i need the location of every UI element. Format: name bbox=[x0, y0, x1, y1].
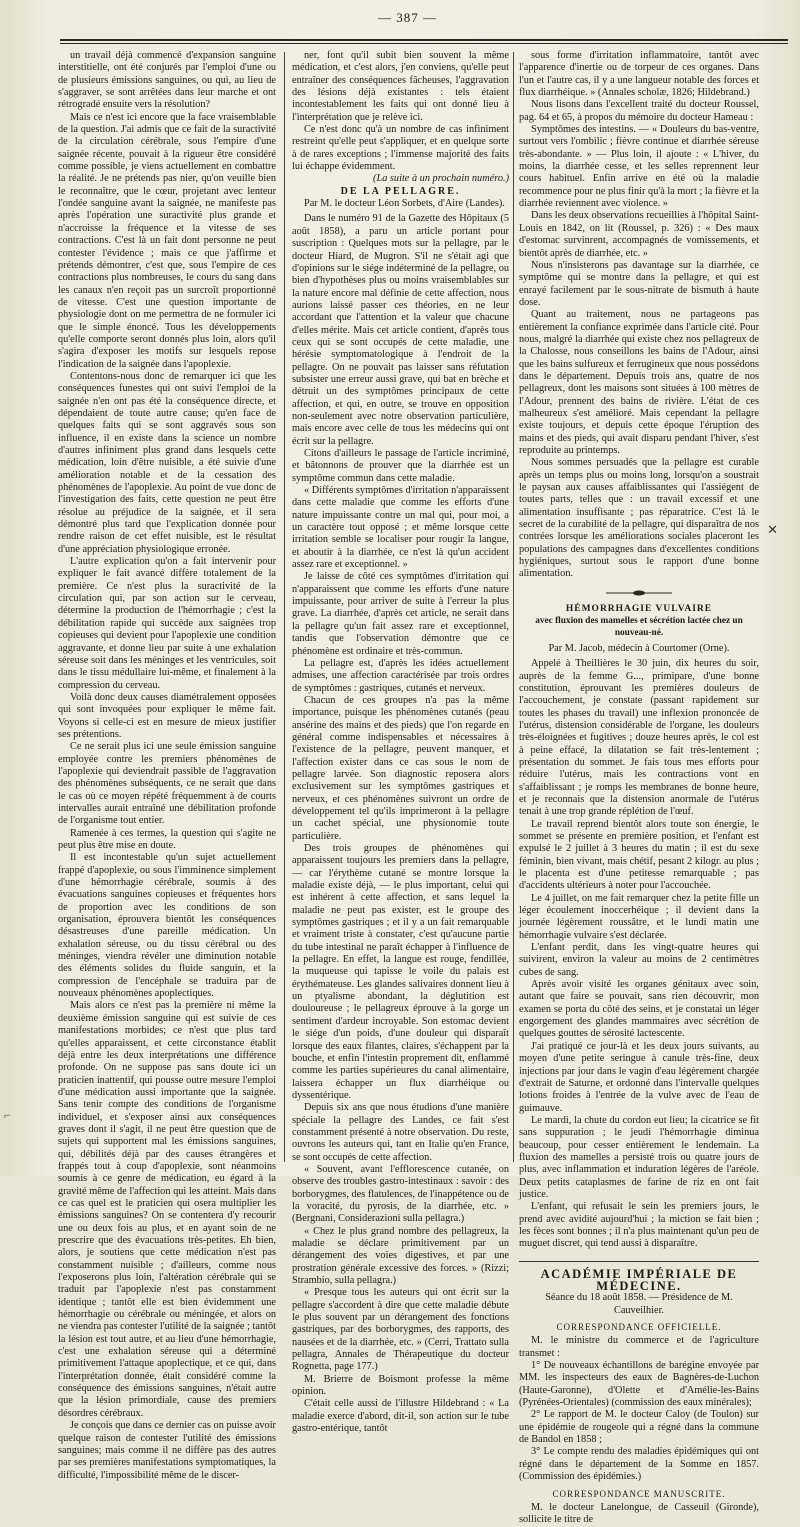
page-number: — 387 — bbox=[378, 10, 437, 25]
official-heading: CORRESPONDANCE OFFICIELLE. bbox=[556, 1322, 722, 1333]
paragraph: Des trois groupes de phénomènes qui apparaissent toujours les premiers dans la pellagre, — car l'érythème cutané se montre lorsque la maladie existe déjà, — le plus important, celui qui est inhérent à cette affection, et sans lequel la maladie ne peut pas exister, est le groupe des symptômes gastriques ; et il y a un fait remarquable et vraiment triste à constater, c'est qu'aucune partie du tube intestinal ne paraît échapper à l'influence de la pellagre. En effet, la langue est rouge, fendillée, la muqueuse qui tapisse le voile du palais est érythémateuse. Les glandes salivaires donnent lieu à un ptyalisme abondant, la déglutition est douloureuse ; le pellagreux éprouve à la gorge un sentiment d'ardeur incroyable. Son estomac devient le siége d'un poids, d'une douleur qui disparaît lorsque des eaux filantes, claires, s'échappent par la bouche, et enfin l'intestin proprement dit, enflammé comme les parties supérieures du canal alimentaire, laissera échapper un flux diarrhéique ou dyssentérique. bbox=[292, 843, 509, 1101]
paragraph: 3° Le compte rendu des maladies épidémiques qui ont régné dans le département de la Somme en 1857. (Commission des épidémies.) bbox=[519, 1446, 759, 1483]
paragraph: un travail déjà commencé d'expansion sanguine interstitielle, ont été conjurés par l'emploi d'une ou de plusieurs émissions sanguines, ou qui, au lieu de s'aggraver, se sont arrêtées dans leur marche et ont rétrogradé ensuite vers la résolution? bbox=[58, 50, 276, 111]
manuscript-correspondence bbox=[519, 1502, 759, 1527]
session-meta: Séance du 18 août 1858. — Présidence de M. Cauveilhier. bbox=[545, 1292, 733, 1316]
manuscript-heading: CORRESPONDANCE MANUSCRITE. bbox=[552, 1488, 726, 1499]
paragraph: Voilà donc deux causes diamétralement opposées qui sont invoquées pour expliquer le même fait. Voyons si celle-ci est en mesure de mieux justifier ses prétentions. bbox=[58, 691, 276, 740]
paragraph: Quant au traitement, nous ne partageons pas entièrement la confiance exprimée dans l'article cité. Pour nous, malgré la diarrhée qui existe chez nos pellagreux de la Chalosse, nous conseillons les bains de l'Adour, ainsi que les bains sulfureux et ferrugineux que nous possédons dans le département. Depuis trois ans, quatre de nos pellagreux, dont les maisons sont situées à 100 mètres de l'Adour, prennent des bains de rivière. L'état de ces malheureux s'est amélioré. Mais cependant la pellagre existe toujours, et depuis cette époque l'éruption des mains et des pieds, qui avait disparu pendant l'hiver, s'est reproduite au printemps. bbox=[519, 309, 759, 456]
article-continuation bbox=[292, 50, 509, 173]
page-header bbox=[0, 8, 800, 34]
paragraph: M. Brierre de Boismont professe la même opinion. bbox=[292, 1373, 509, 1398]
paragraph: Nous n'insisterons pas davantage sur la diarrhée, ce symptôme qui se montre dans la pellagre, et qui est enrayé facilement par le sous-nitrate de bismuth à haute dose. bbox=[519, 259, 759, 308]
continuation-note: (La suite à un prochain numéro.) bbox=[373, 173, 509, 185]
paragraph: Il est incontestable qu'un sujet actuellement frappé d'apoplexie, ou sous l'imminence simplement d'une hémorrhagie cérébrale, soumis à des évacuations sanguines copieuses et fréquentes hors de proportion avec les conditions de son organisation, éprouvera bientôt les conséquences désastreuses d'une pareille médication. Un exhalation séreuse, ou du tissu cérébral ou des méninges, viendra révéler une diminution notable des éléments solides du fluide sanguin, et la compression de l'encéphale se traduira par de nouveaux phénomènes apoplectiques. bbox=[58, 852, 276, 1000]
article-byline: Par M. le docteur Léon Sorbets, d'Aire (Landes). bbox=[304, 198, 505, 210]
paragraph: Contentons-nous donc de remarquer ici que les conséquences funestes qui ont suivi l'emploi de la saignée n'en ont pas été la conséquence directe, et dépendaient de toute autre cause; qu'en face de quelques faits qui se sont aggravés sous son influence, il en existe dans la science un nombre d'autres infiniment plus grand dans lesquels cette médication, loin d'être nuisible, a été suivie d'une amélioration notable et de la cessation des phénomènes de l'apoplexie. Au point de vue donc de l'investigation des faits, cette question ne peut être résolue au préjudice de la saignée, et il sera démontré plus tard que l'explication donnée pour rendre raison de cet effet nuisible, est le résultat d'une appréciation physiologique erronée. bbox=[58, 370, 276, 555]
margin-mark: ⌐ bbox=[4, 1108, 11, 1122]
paragraph: Le travail reprend bientôt alors toute son énergie, le sommet se présente en première position, et l'enfant est expulsé le 2 juillet à 3 heures du matin ; il est du sexe féminin, bien vivant, mais chétif, pesant 2 kilogr. au plus ; le placenta est d'une petitesse remarquable ; pas d'accidents ultérieurs à noter pour l'accouchée. bbox=[519, 818, 759, 892]
paragraph: Citons d'ailleurs le passage de l'article incriminé, et bâtonnons de prouver que la diarrhée est un symptôme commun dans cette maladie. bbox=[292, 448, 509, 484]
paragraph: ner, font qu'il subit bien souvent la même médication, et c'est alors, j'en conviens, qu'elle peut entraîner des conséquences fâcheuses, l'aggravation des lésions déjà existantes : tels étaient incontestablement les faits qui ont donné lieu à l'interprétation que je relève ici. bbox=[292, 50, 509, 123]
paragraph: L'autre explication qu'on a fait intervenir pour expliquer le fait avancé diffère totalement de la première. Ce n'est plus la suractivité de la circulation qui, par son action sur le cerveau, détermine la production de l'hémorrhagie ; c'est la débilitation rapide qui succède aux saignées trop copieuses qui devient pour l'apoplexie une condition aggravante, et donne lieu par suite à une exhalation séreuse soit dans les méninges et les ventricules, soit dans le tissu médullaire lui-même, et finalement à la compression du cerveau. bbox=[58, 556, 276, 691]
header-rule-thin bbox=[60, 43, 788, 44]
case-body bbox=[519, 658, 759, 1251]
paragraph: La pellagre est, d'après les idées actuellement admises, une affection caractérisée par trois ordres de symptômes : gastriques, cutanés et nerveux. bbox=[292, 657, 509, 694]
paragraph: M. le ministre du commerce et de l'agriculture transmet : bbox=[519, 1335, 759, 1359]
paragraph: C'était celle aussi de l'illustre Hildebrand : « La maladie exerce d'abord, dit-il, son action sur le tube gastro-entérique, tantôt bbox=[292, 1398, 509, 1435]
paragraph: Ramenée à ces termes, la question qui s'agite ne peut plus être mise en doute. bbox=[58, 827, 276, 851]
paragraph: « Chez le plus grand nombre des pellagreux, la maladie se déclare primitivement par un dérangement des voies digestives, et par une prostration générale excessive des forces. » (Rizzi; Strambio, sulla pellagra.) bbox=[292, 1225, 509, 1287]
paragraph: Je conçois que dans ce dernier cas on puisse avoir quelque raison de contester l'utilité des émissions sanguines; mais comme il ne diffère pas des autres par ses premières manifestations symptomatiques, la difficulté, l'impossibilité même de le discer- bbox=[58, 1420, 276, 1481]
paragraph: Nous lisons dans l'excellent traité du docteur Roussel, pag. 64 et 65, à propos du mémoire du docteur Hameau : bbox=[519, 99, 759, 123]
paragraph: 1° De nouveaux échantillons de barégine envoyée par MM. les inspecteurs des eaux de Bagnères-de-Luchon (Haute-Garonne), d'Olette et d'Amélie-les-Bains (Pyrénées-Orientales) (commission des eaux minérales); bbox=[519, 1360, 759, 1409]
column-divider bbox=[513, 52, 514, 1162]
paragraph: sous forme d'irritation inflammatoire, tantôt avec l'apparence d'inertie ou de torpeur de ces organes. Dans l'un et l'autre cas, il y a une langueur notable des forces et flux diarrhéique. » (Annales scholæ, 1826; Hildebrand.) bbox=[519, 50, 759, 99]
official-correspondence bbox=[519, 1335, 759, 1483]
paragraph: L'enfant, qui refusait le sein les premiers jours, le prend avec avidité aujourd'hui ; la miction se fait bien ; les fèces sont bonnes ; il n'a plus maintenant qu'un peu de muguet discret, qui tend aussi à disparaître. bbox=[519, 1201, 759, 1250]
article-body bbox=[519, 50, 759, 581]
paragraph: Nous sommes persuadés que la pellagre est curable après un temps plus ou moins long, lorsqu'on a soustrait le paysan aux causes affaiblissantes qui l'assiégent de toutes parts, telles que : un travail excessif et une alimentation insuffisante ; pas réparatrice. C'est là le secret de la curabilité de la pellagre, qui disparaîtra de nos contrées lorsque les améliorations sociales placeront les populations des campagnes dans d'excellentes conditions hygiéniques, surtout sous le rapport d'une bonne alimentation. bbox=[519, 457, 759, 580]
text-column-left bbox=[58, 50, 276, 1481]
text-column-right bbox=[519, 50, 759, 1526]
paragraph: Symptômes des intestins. — « Douleurs du bas-ventre, surtout vers l'ombilic ; fièvre continue et diarrhée séreuse très-abondante. » — Plus loin, il ajoute : « L'hiver, du moins, la diarrhée cesse, et les selles reprennent leur cours habituel. Enfin arrive en été où la maladie recommence pour ne plus finir qu'à la mort ; la fièvre et la diarrhée reviennent avec violence. » bbox=[519, 124, 759, 210]
paragraph: L'enfant perdit, dans les vingt-quatre heures qui suivirent, environ la valeur au moins de 2 centimètres cubes de sang. bbox=[519, 942, 759, 978]
case-title: HÉMORRHAGIE VULVAIRE bbox=[565, 603, 713, 614]
text-column-middle bbox=[292, 50, 509, 1435]
paragraph: Ce n'est donc qu'à un nombre de cas infiniment restreint qu'elle peut s'appliquer, et en quelque sorte à de rares exceptions ; l'immense majorité des faits lui échappe évidemment. bbox=[292, 124, 509, 173]
paragraph: Ce ne serait plus ici une seule émission sanguine employée contre les premiers phénomènes de l'apoplexie qui deviendrait passible de l'aggravation des phénomènes subséquents, ce ne serait que dans le cas où ce moyen répété fréquemment à de courts intervalles aurait entraîné une débilitation profonde de l'organisme tout entier. bbox=[58, 741, 276, 827]
column-divider bbox=[284, 52, 285, 1162]
paragraph: Le 4 juillet, on me fait remarquer chez la petite fille un léger écoulement inoccerhéique ; il devient dans la journée légèrement roussâtre, et le lundi matin une hémorrhagie vulvaire s'est déclarée. bbox=[519, 892, 759, 941]
paragraph: Depuis six ans que nous étudions d'une manière spéciale la pellagre des Landes, ce fait s'est constamment présenté à notre observation. Du reste, ouvrons les auteurs qui, tant en Italie qu'en France, se sont occupés de cette affection. bbox=[292, 1102, 509, 1163]
paragraph: Dans le numéro 91 de la Gazette des Hôpitaux (5 août 1858), a paru un article portant pour suscription : Quelques mots sur la pellagre, par le docteur Hiard, de Mugron. S'il ne s'était agi que d'opinions sur le siége indéterminé de la pellagre, ou bien d'hypothèses plus ou moins vraisemblables sur la nature encore mal définie de cette affection, nous aurions laissé passer ces théories, en ne leur accordant que l'attention et la valeur que chacune d'elles mérite. Mais cet article contient, d'après tous ceux qui se sont occupés de cette maladie, une hérésie symptomatologique à l'endroit de la pellagre. On ne pouvait pas laisser sans réfutation subsister une erreur aussi grave, qui bat en brèche et détruit un des symptômes principaux de cette affection, et qui, en outre, se trouve en opposition non-seulement avec notre observation particulière, mais encore avec celle de tous les médecins qui ont écrit sur la pellagre. bbox=[292, 213, 509, 447]
paragraph: Appelé à Theillières le 30 juin, dix heures du soir, auprès de la femme G..., primipare, d'une bonne constitution, éprouvant les premières douleurs de l'accouchement, je constate (passant rapidement sur toutes les phases du travail) une inflexion prononcée de l'utérus, distension considérable de l'organe, les douleurs très-éloignées et fugitives ; douze heures après, le col est à peine effacé, la dilatation se fait très-lentement ; présentation du sommet. Je fais tous mes efforts pour réduire l'utérus, mais les contractions vont en s'affaiblissant ; je romps les membranes de bonne heure, et je reconnais que la distension anormale de l'utérus tenait à une trop grande réplétion de l'œuf. bbox=[519, 658, 759, 818]
paragraph: Je laisse de côté ces symptômes d'irritation qui n'apparaissent que comme les efforts d'une nature impuissante, pour arriver de suite à l'erreur la plus grave. La diarrhée, d'après cet article, ne serait dans la pellagre qu'un fait assez rare et exceptionnel, tandis que l'observation démontre que ce phénomène est ordinaire et très-commun. bbox=[292, 571, 509, 657]
paragraph: « Différents symptômes d'irritation n'apparaissent dans cette maladie que comme les efforts d'une nature impuissante contre un mal qui, pour moi, a un caractère tout opposé ; et même lorsque cette irritation semble se localiser pour rougir la langue, et aboutir à la diarrhée, ce n'est là qu'un accident assez rare et exceptionnel. » bbox=[292, 485, 509, 571]
paragraph: Chacun de ces groupes n'a pas la même importance, puisque les phénomènes cutanés (peau ansérine des mains et des pieds) que l'on regarde en général comme indispensables et nécessaires à l'existence de la pellagre, peuvent manquer, et l'affection exister dans ce cas sous le nom de pellagre larvée. Son diagnostic reposera alors exclusivement sur les symptômes gastriques et nerveux, et ces phénomènes suivront un ordre de développement tel qu'ils imprimeront à la pellagre un cachet spécial, une physionomie toute particulière. bbox=[292, 694, 509, 842]
academy-title: ACADÉMIE IMPÉRIALE DE MÉDECINE. bbox=[519, 1261, 759, 1293]
margin-mark: ✕ bbox=[767, 522, 778, 537]
paragraph: Après avoir visité les organes génitaux avec soin, autant que faire se pouvait, sans rien découvrir, mon examen se porta du côté des seins, et je constatai un léger engorgement des glandes mammaires avec sécrétion de quelques gouttes de sérosité lactescente. bbox=[519, 979, 759, 1040]
case-subtitle: avec fluxion des mamelles et sécrétion lactée chez un nouveau-né. bbox=[535, 616, 743, 639]
paragraph: Dans les deux observations recueillies à l'hôpital Saint-Louis en 1842, on lit (Roussel, p. 326) : « Des maux d'estomac survinrent, accompagnés de vomissements, et bientôt après de diarrhée, etc. » bbox=[519, 210, 759, 259]
paragraph: « Souvent, avant l'efflorescence cutanée, on observe des troubles gastro-intestinaux : savoir : des borborygmes, des flatulences, de l'inappétence ou de la voracité, du pyrosis, de la diarrhée, etc. » (Bergnani, Considerazioni sulla pellagra.) bbox=[292, 1163, 509, 1225]
paragraph: Le mardi, la chute du cordon eut lieu; la cicatrice se fit sans suppuration ; le jeudi l'hémorrhagie diminua beaucoup, pour cesser entièrement le lendemain. La fluxion des mamelles a persisté trois ou quatre jours de plus, avec inflammation et induration légères de l'aréole. Deux petits cataplasmes de farine de riz en ont fait justice. bbox=[519, 1114, 759, 1200]
article-body bbox=[292, 213, 509, 1435]
header-rule bbox=[60, 39, 788, 41]
paragraph: J'ai pratiqué ce jour-là et les deux jours suivants, au moyen d'une petite seringue à canule très-fine, deux injections par jour dans le vagin d'eau légèrement chargée d'extrait de Saturne, et ordonné dans l'intervalle quelques lotions froides à l'entrée de la vulve avec de l'eau de guimauve. bbox=[519, 1040, 759, 1114]
paragraph: 2° Le rapport de M. le docteur Caloy (de Toulon) sur une épidémie de rougeole qui a régné dans la commune de Bandol en 1858 ; bbox=[519, 1409, 759, 1446]
paragraph: Mais alors ce n'est pas la première ni même la deuxième émission sanguine qui est suivie de ces manifestations morbides; ce n'est que plus tard qu'elles apparaissent, et cette circonstance établit déjà entre les deux interprétations une différence profonde. On ne suppose pas sans doute ici un praticien inattentif, qui pousse outre mesure l'emploi d'une médication aussi importante que la saignée. Sans tenir compte des conditions de l'organisme individuel, et s'exposer ainsi aux conséquences graves dont il s'agit, il ne peut être question que de sujets qui supportent mal les émissions sanguines, qui, débilités déjà par des causes étrangères et frappés tout à coup d'apoplexie, sont néanmoins soumis à ce genre de médication, eu égard à la gravité même de l'affection qui les atteint. Mais dans ce cas quel est le praticien qui osera multiplier les émissions sanguines? On se contentera d'y recourir une ou deux fois au plus, et en ayant soin de ne prescrire que des évacuations très-petites. Eh bien, alors, je soutiens que cette médication n'est pas constamment nuisible ; d'ailleurs, comme nous l'exposerons plus loin, l'altération cérébrale qui se traduit par l'apoplexie n'est pas constamment identique ; tantôt elle est bien évidemment une hémorrhagie ou cérébrale ou méningée, et alors on ne viendra pas contester l'utilité de la saignée ; tantôt la lésion est tout autre, et au lieu d'une hémorrhagie, c'est une exhalation séreuse qui a déterminé primitivement l'attaque apoplectique, et ce qui, dans l'interprétation donnée, était considéré comme la conséquence des émissions sanguines, n'était autre que la lésion primordiale, cause des premiers désordres cérébraux. bbox=[58, 1000, 276, 1419]
section-title: DE LA PELLAGRE. bbox=[340, 185, 461, 197]
paragraph: Mais ce n'est ici encore que la face vraisemblable de la question. J'ai admis que ce fait de la suractivité de la circulation cérébrale, sous l'empire d'une saignée récente, pouvait à la rigueur être considéré comme possible, je viens actuellement en combattre la réalité. Je ne prétends pas nier, qu'on veuille bien le reconnaître, que le cœur, projetant avec lenteur l'ondée sanguine avant la saignée, ne manifeste pas après l'opération une suractivité plus grande et n'accroisse la fréquence et la vitesse de ses contractions. C'est là un fait dont personne ne peut contester l'évidence ; mais ce que j'affirme et prétends démontrer, c'est que, sous l'empire de ces contractions plus nombreuses, le cours du sang dans les canaux n'en reçoit pas un surcroît proportionné de vitesse. C'est une question importante de physiologie dont on me permettra de ne formuler ici que le simple énoncé. Tous les développements qu'elle comporte seront donnés plus loin, alors qu'il s'agira d'exposer les motifs sur lesquels repose l'indication de la saignée dans l'apoplexie. bbox=[58, 111, 276, 370]
ornament-separator bbox=[604, 589, 674, 597]
case-byline: Par M. Jacob, médecin à Courtomer (Orne). bbox=[548, 642, 730, 654]
paragraph: M. le docteur Lanelongue, de Casseuil (Gironde), sollicite le titre de bbox=[519, 1501, 759, 1526]
paragraph: « Presque tous les auteurs qui ont écrit sur la pellagre s'accordent à dire que cette maladie débute le plus souvent par un dérangement des fonctions gastriques, par des borborygmes, des rapports, des nausées et de la diarrhée, etc. » (Cerri, Trattato sulla pellagra, Annales de Thérapeutique du docteur Rognetta, page 177.) bbox=[292, 1287, 509, 1373]
